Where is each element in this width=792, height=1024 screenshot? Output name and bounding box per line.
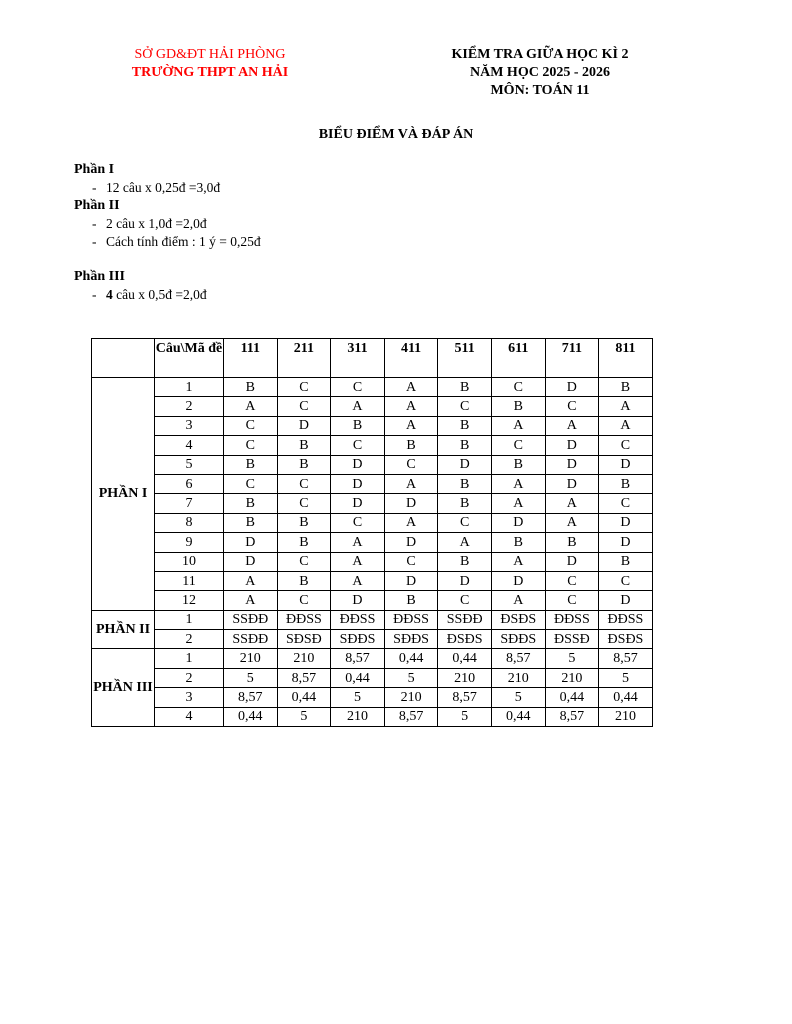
section-heading-2: Phần II <box>74 198 120 213</box>
answer-cell: B <box>599 552 653 571</box>
question-number: 2 <box>155 397 224 416</box>
answer-cell: D <box>331 474 385 493</box>
answer-cell: B <box>438 378 492 397</box>
part-label: PHẦN III <box>92 649 155 727</box>
section-3-bullet-1: - 4 câu x 0,5đ =2,0đ <box>92 287 207 302</box>
answer-cell: ĐĐSS <box>331 610 385 629</box>
question-number: 7 <box>155 494 224 513</box>
answer-cell: D <box>599 591 653 610</box>
answer-cell: ĐSĐS <box>491 610 545 629</box>
table-row <box>92 397 653 416</box>
question-number: 3 <box>155 688 224 707</box>
answer-cell: A <box>331 571 385 590</box>
answer-cell: 5 <box>545 649 599 668</box>
answer-cell: C <box>224 474 278 493</box>
answer-cell: A <box>491 494 545 513</box>
answer-cell: B <box>331 416 385 435</box>
answer-cell: 8,57 <box>491 649 545 668</box>
answer-cell: A <box>545 494 599 513</box>
answer-cell: D <box>545 474 599 493</box>
answer-cell: C <box>331 378 385 397</box>
answer-cell: 5 <box>438 707 492 726</box>
answer-cell: A <box>384 416 438 435</box>
table-row <box>92 552 653 571</box>
answer-cell: ĐSSĐ <box>545 630 599 649</box>
answer-cell: B <box>599 474 653 493</box>
answer-cell: A <box>331 552 385 571</box>
answer-cell: 0,44 <box>277 688 331 707</box>
answer-cell: D <box>545 455 599 474</box>
answer-cell: A <box>491 591 545 610</box>
part-label: PHẦN I <box>92 378 155 611</box>
answer-cell: A <box>599 416 653 435</box>
answer-cell: B <box>277 436 331 455</box>
answer-cell: C <box>599 494 653 513</box>
answer-cell: D <box>438 571 492 590</box>
answer-cell: 0,44 <box>384 649 438 668</box>
answer-cell: C <box>277 378 331 397</box>
answer-cell: 0,44 <box>599 688 653 707</box>
school-name: TRƯỜNG THPT AN HẢI <box>131 65 289 80</box>
answer-cell: ĐSĐS <box>599 630 653 649</box>
answer-cell: A <box>438 533 492 552</box>
page-title: BIỂU ĐIỂM VÀ ĐÁP ÁN <box>318 127 474 142</box>
answer-cell: 0,44 <box>545 688 599 707</box>
answer-cell: 210 <box>277 649 331 668</box>
question-number: 1 <box>155 649 224 668</box>
table-row <box>92 649 653 668</box>
code-header: 411 <box>384 339 438 378</box>
question-number: 2 <box>155 630 224 649</box>
answer-cell: B <box>224 513 278 532</box>
answer-cell: 8,57 <box>224 688 278 707</box>
table-corner-empty <box>92 339 155 378</box>
answer-cell: C <box>599 571 653 590</box>
question-number: 5 <box>155 455 224 474</box>
answer-cell: ĐĐSS <box>599 610 653 629</box>
answer-cell: B <box>224 455 278 474</box>
code-header: 711 <box>545 339 599 378</box>
code-header: 111 <box>224 339 278 378</box>
answer-cell: C <box>277 397 331 416</box>
answer-cell: D <box>599 455 653 474</box>
answer-cell: B <box>491 455 545 474</box>
answer-cell: D <box>545 378 599 397</box>
code-header: 511 <box>438 339 492 378</box>
answer-cell: 210 <box>384 688 438 707</box>
answer-cell: C <box>545 571 599 590</box>
question-number: 1 <box>155 378 224 397</box>
answer-cell: 210 <box>491 668 545 687</box>
answer-cell: 8,57 <box>384 707 438 726</box>
question-number: 8 <box>155 513 224 532</box>
question-number: 11 <box>155 571 224 590</box>
answer-cell: A <box>224 571 278 590</box>
answer-cell: C <box>277 494 331 513</box>
answer-cell: C <box>438 591 492 610</box>
answer-cell: ĐĐSS <box>545 610 599 629</box>
answer-cell: C <box>545 591 599 610</box>
exam-header <box>420 46 660 100</box>
answer-cell: SĐĐS <box>491 630 545 649</box>
answer-cell: 8,57 <box>545 707 599 726</box>
answer-cell: B <box>491 533 545 552</box>
section-1-bullet-1: - 12 câu x 0,25đ =3,0đ <box>92 180 221 195</box>
table-row <box>92 688 653 707</box>
answer-cell: A <box>384 378 438 397</box>
answer-cell: C <box>491 378 545 397</box>
question-number: 1 <box>155 610 224 629</box>
answer-cell: D <box>491 571 545 590</box>
table-row <box>92 533 653 552</box>
table-row <box>92 455 653 474</box>
answer-cell: 5 <box>277 707 331 726</box>
answer-cell: B <box>438 552 492 571</box>
code-header: 811 <box>599 339 653 378</box>
answer-key-table <box>91 338 653 727</box>
answer-cell: C <box>277 474 331 493</box>
table-row <box>92 416 653 435</box>
section-heading-1: Phần I <box>74 162 115 177</box>
question-number: 2 <box>155 668 224 687</box>
answer-cell: 0,44 <box>331 668 385 687</box>
code-header: 311 <box>331 339 385 378</box>
exam-name: KIỂM TRA GIỮA HỌC KÌ 2 <box>451 47 629 62</box>
answer-cell: SSĐĐ <box>438 610 492 629</box>
answer-cell: B <box>277 455 331 474</box>
answer-cell: B <box>224 378 278 397</box>
answer-cell: A <box>545 416 599 435</box>
question-number: 4 <box>155 707 224 726</box>
table-row <box>92 668 653 687</box>
answer-cell: C <box>384 455 438 474</box>
school-year: NĂM HỌC 2025 - 2026 <box>470 65 610 80</box>
answer-cell: D <box>384 494 438 513</box>
answer-cell: A <box>599 397 653 416</box>
answer-cell: D <box>331 455 385 474</box>
answer-cell: B <box>277 571 331 590</box>
answer-cell: D <box>277 416 331 435</box>
answer-cell: ĐĐSS <box>384 610 438 629</box>
answer-cell: C <box>438 397 492 416</box>
answer-cell: A <box>491 416 545 435</box>
answer-cell: SĐĐS <box>331 630 385 649</box>
answer-cell: B <box>438 474 492 493</box>
answer-cell: C <box>438 513 492 532</box>
answer-cell: A <box>224 591 278 610</box>
table-row <box>92 513 653 532</box>
answer-cell: A <box>491 552 545 571</box>
answer-cell: D <box>545 436 599 455</box>
answer-cell: 5 <box>331 688 385 707</box>
question-number: 10 <box>155 552 224 571</box>
section-2-bullet-2: - Cách tính điểm : 1 ý = 0,25đ <box>92 234 261 249</box>
answer-cell: A <box>331 397 385 416</box>
answer-cell: C <box>545 397 599 416</box>
answer-cell: D <box>545 552 599 571</box>
answer-cell: 8,57 <box>599 649 653 668</box>
answer-cell: B <box>224 494 278 513</box>
answer-cell: A <box>384 474 438 493</box>
answer-cell: C <box>224 416 278 435</box>
answer-cell: A <box>545 513 599 532</box>
answer-cell: 5 <box>224 668 278 687</box>
table-row <box>92 436 653 455</box>
subject: MÔN: TOÁN 11 <box>490 83 590 98</box>
answer-cell: D <box>599 513 653 532</box>
answer-cell: B <box>491 397 545 416</box>
answer-cell: A <box>331 533 385 552</box>
answer-cell: C <box>331 436 385 455</box>
answer-cell: 8,57 <box>331 649 385 668</box>
answer-cell: A <box>384 397 438 416</box>
table-corner-header: Câu\Mã đề <box>155 339 224 378</box>
part-label: PHẦN II <box>92 610 155 649</box>
table-header-row <box>92 339 653 378</box>
answer-cell: 210 <box>599 707 653 726</box>
answer-cell: D <box>599 533 653 552</box>
question-number: 3 <box>155 416 224 435</box>
answer-cell: 210 <box>545 668 599 687</box>
answer-cell: 8,57 <box>277 668 331 687</box>
answer-cell: C <box>277 552 331 571</box>
answer-cell: B <box>384 591 438 610</box>
answer-cell: C <box>331 513 385 532</box>
answer-cell: B <box>277 513 331 532</box>
section-2-bullet-1: - 2 câu x 1,0đ =2,0đ <box>92 216 207 231</box>
answer-cell: B <box>438 436 492 455</box>
table-row <box>92 571 653 590</box>
table-row <box>92 707 653 726</box>
table-row <box>92 630 653 649</box>
answer-cell: 210 <box>224 649 278 668</box>
answer-cell: 0,44 <box>224 707 278 726</box>
answer-cell: D <box>331 591 385 610</box>
answer-cell: 8,57 <box>438 688 492 707</box>
answer-cell: C <box>599 436 653 455</box>
section-heading-3: Phần III <box>74 269 125 284</box>
answer-cell: B <box>277 533 331 552</box>
answer-cell: C <box>224 436 278 455</box>
answer-cell: 210 <box>438 668 492 687</box>
table-row <box>92 494 653 513</box>
answer-cell: 5 <box>384 668 438 687</box>
answer-cell: ĐSĐS <box>438 630 492 649</box>
question-number: 9 <box>155 533 224 552</box>
answer-cell: 5 <box>599 668 653 687</box>
answer-cell: B <box>545 533 599 552</box>
answer-cell: C <box>491 436 545 455</box>
answer-cell: 0,44 <box>491 707 545 726</box>
answer-cell: SSĐĐ <box>224 630 278 649</box>
code-header: 611 <box>491 339 545 378</box>
department-name: SỞ GD&ĐT HẢI PHÒNG <box>134 47 286 62</box>
answer-cell: 210 <box>331 707 385 726</box>
answer-cell: ĐĐSS <box>277 610 331 629</box>
answer-cell: A <box>224 397 278 416</box>
answer-cell: SĐĐS <box>384 630 438 649</box>
answer-cell: D <box>438 455 492 474</box>
table-row <box>92 378 653 397</box>
table-row <box>92 474 653 493</box>
answer-cell: B <box>384 436 438 455</box>
answer-cell: 5 <box>491 688 545 707</box>
answer-cell: A <box>384 513 438 532</box>
answer-cell: D <box>491 513 545 532</box>
answer-cell: D <box>224 552 278 571</box>
question-number: 12 <box>155 591 224 610</box>
answer-cell: SĐSĐ <box>277 630 331 649</box>
answer-cell: B <box>438 494 492 513</box>
answer-cell: C <box>384 552 438 571</box>
table-body <box>92 378 653 727</box>
answer-cell: 0,44 <box>438 649 492 668</box>
answer-cell: B <box>438 416 492 435</box>
code-header: 211 <box>277 339 331 378</box>
question-number: 4 <box>155 436 224 455</box>
answer-cell: SSĐĐ <box>224 610 278 629</box>
school-header <box>110 46 310 82</box>
answer-cell: D <box>331 494 385 513</box>
table-row <box>92 610 653 629</box>
answer-cell: B <box>599 378 653 397</box>
answer-cell: D <box>384 533 438 552</box>
answer-cell: D <box>384 571 438 590</box>
answer-cell: C <box>277 591 331 610</box>
answer-cell: D <box>224 533 278 552</box>
answer-cell: A <box>491 474 545 493</box>
table-row <box>92 591 653 610</box>
question-number: 6 <box>155 474 224 493</box>
